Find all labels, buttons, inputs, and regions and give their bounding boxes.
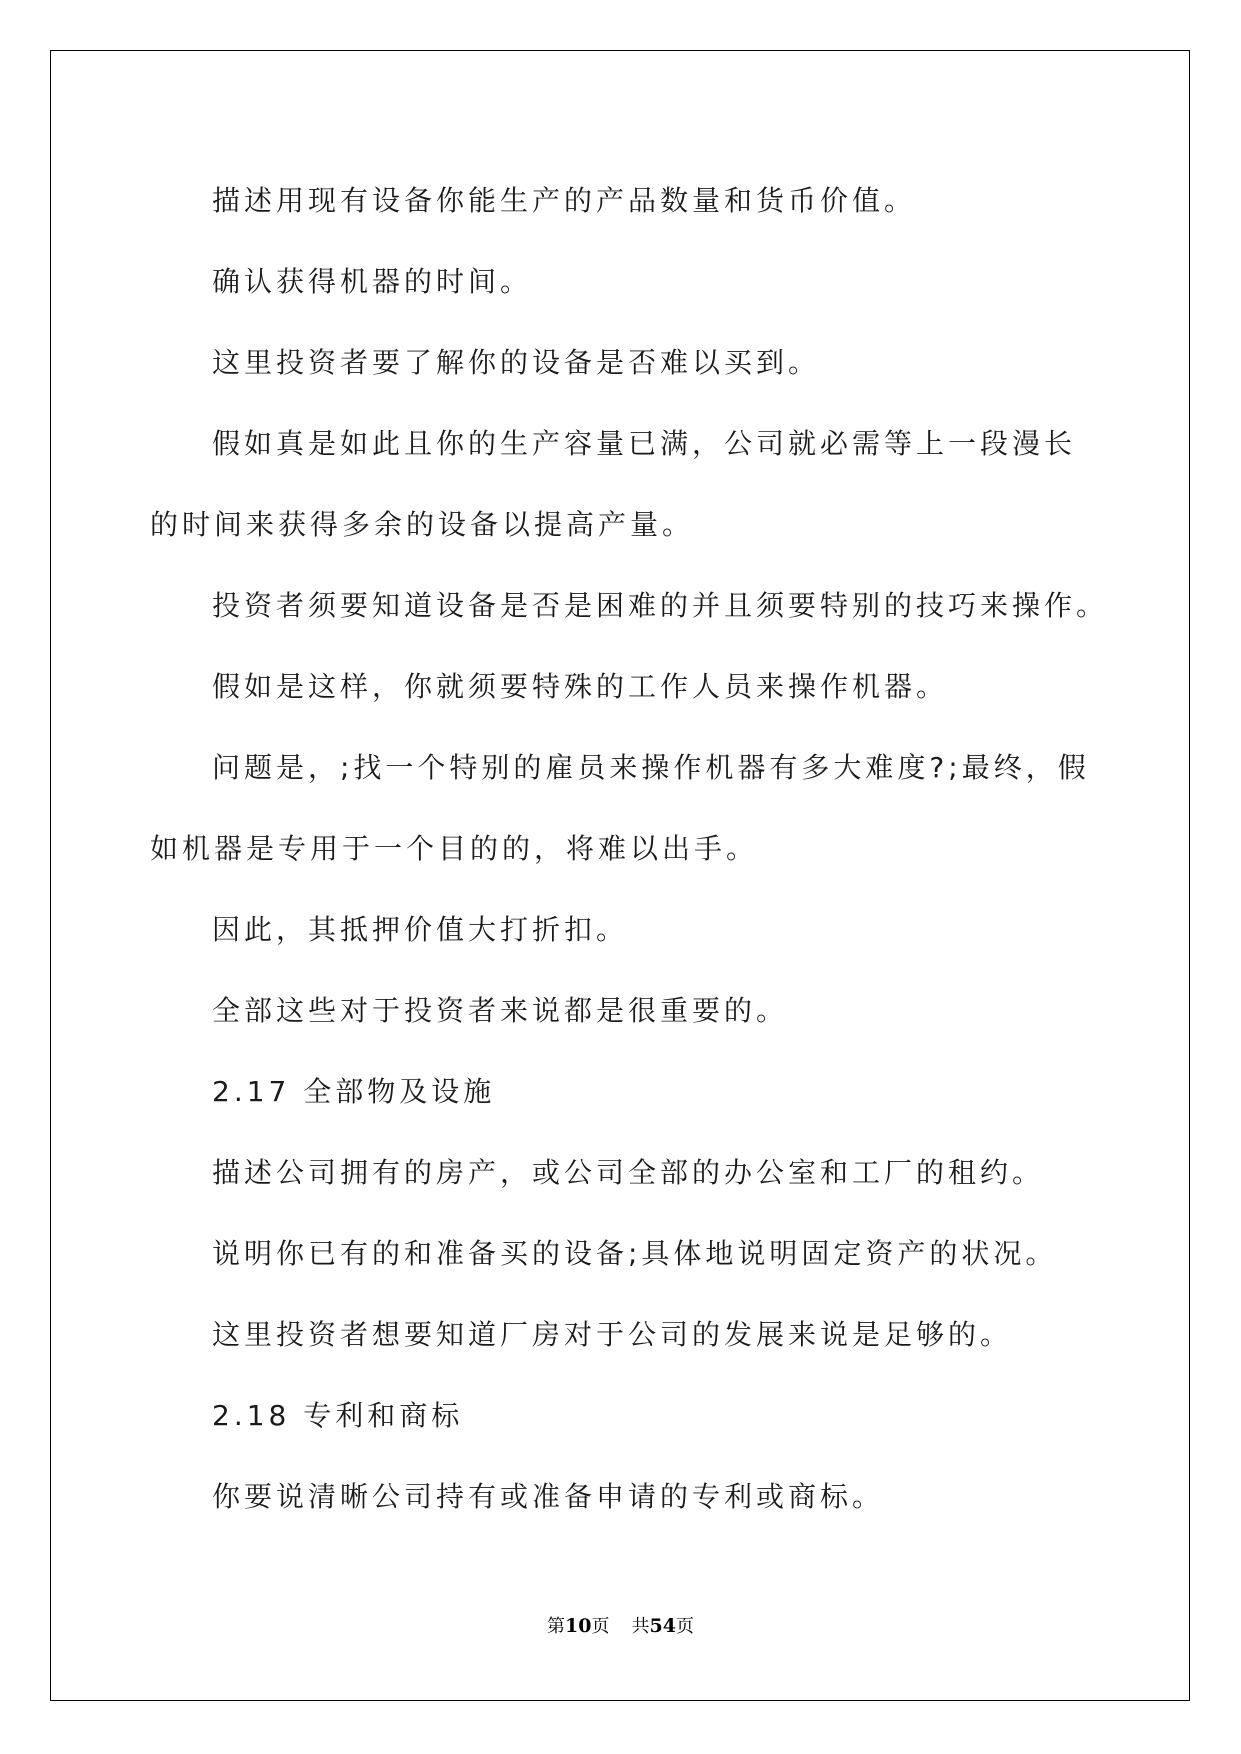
paragraph: 假如是这样，你就须要特殊的工作人员来操作机器。 xyxy=(212,670,949,703)
paragraph: 因此，其抵押价值大打折扣。 xyxy=(212,913,629,946)
footer-prefix: 第 xyxy=(547,1616,566,1637)
footer-total-suffix: 页 xyxy=(675,1616,694,1637)
paragraph: 说明你已有的和准备买的设备;具体地说明固定资产的状况。 xyxy=(212,1237,1058,1270)
footer-total-prefix: 共 xyxy=(631,1616,650,1637)
paragraph: 这里投资者想要知道厂房对于公司的发展来说是足够的。 xyxy=(212,1318,1013,1351)
footer-page-suffix: 页 xyxy=(591,1616,610,1637)
paragraph: 确认获得机器的时间。 xyxy=(212,265,533,298)
total-pages-number: 54 xyxy=(649,1615,676,1637)
paragraph: 描述用现有设备你能生产的产品数量和货币价值。 xyxy=(212,184,917,217)
section-heading: 2.18 专利和商标 xyxy=(212,1399,464,1432)
paragraph: 你要说清晰公司持有或准备申请的专利或商标。 xyxy=(212,1480,885,1513)
page-footer xyxy=(0,1612,1241,1638)
paragraph: 全部这些对于投资者来说都是很重要的。 xyxy=(212,994,789,1027)
document-body xyxy=(150,160,1109,1537)
paragraph: 这里投资者要了解你的设备是否难以买到。 xyxy=(212,346,821,379)
current-page-number: 10 xyxy=(565,1615,592,1637)
paragraph: 投资者须要知道设备是否是困难的并且须要特别的技巧来操作。 xyxy=(212,589,1109,622)
paragraph: 描述公司拥有的房产，或公司全部的办公室和工厂的租约。 xyxy=(212,1156,1045,1189)
paragraph: 假如真是如此且你的生产容量已满，公司就必需等上一段漫长的时间来获得多余的设备以提高产量。 xyxy=(150,427,1077,541)
section-heading: 2.17 全部物及设施 xyxy=(212,1075,496,1108)
paragraph: 问题是，;找一个特别的雇员来操作机器有多大难度?;最终，假如机器是专用于一个目的的，将难以出手。 xyxy=(150,751,1090,865)
